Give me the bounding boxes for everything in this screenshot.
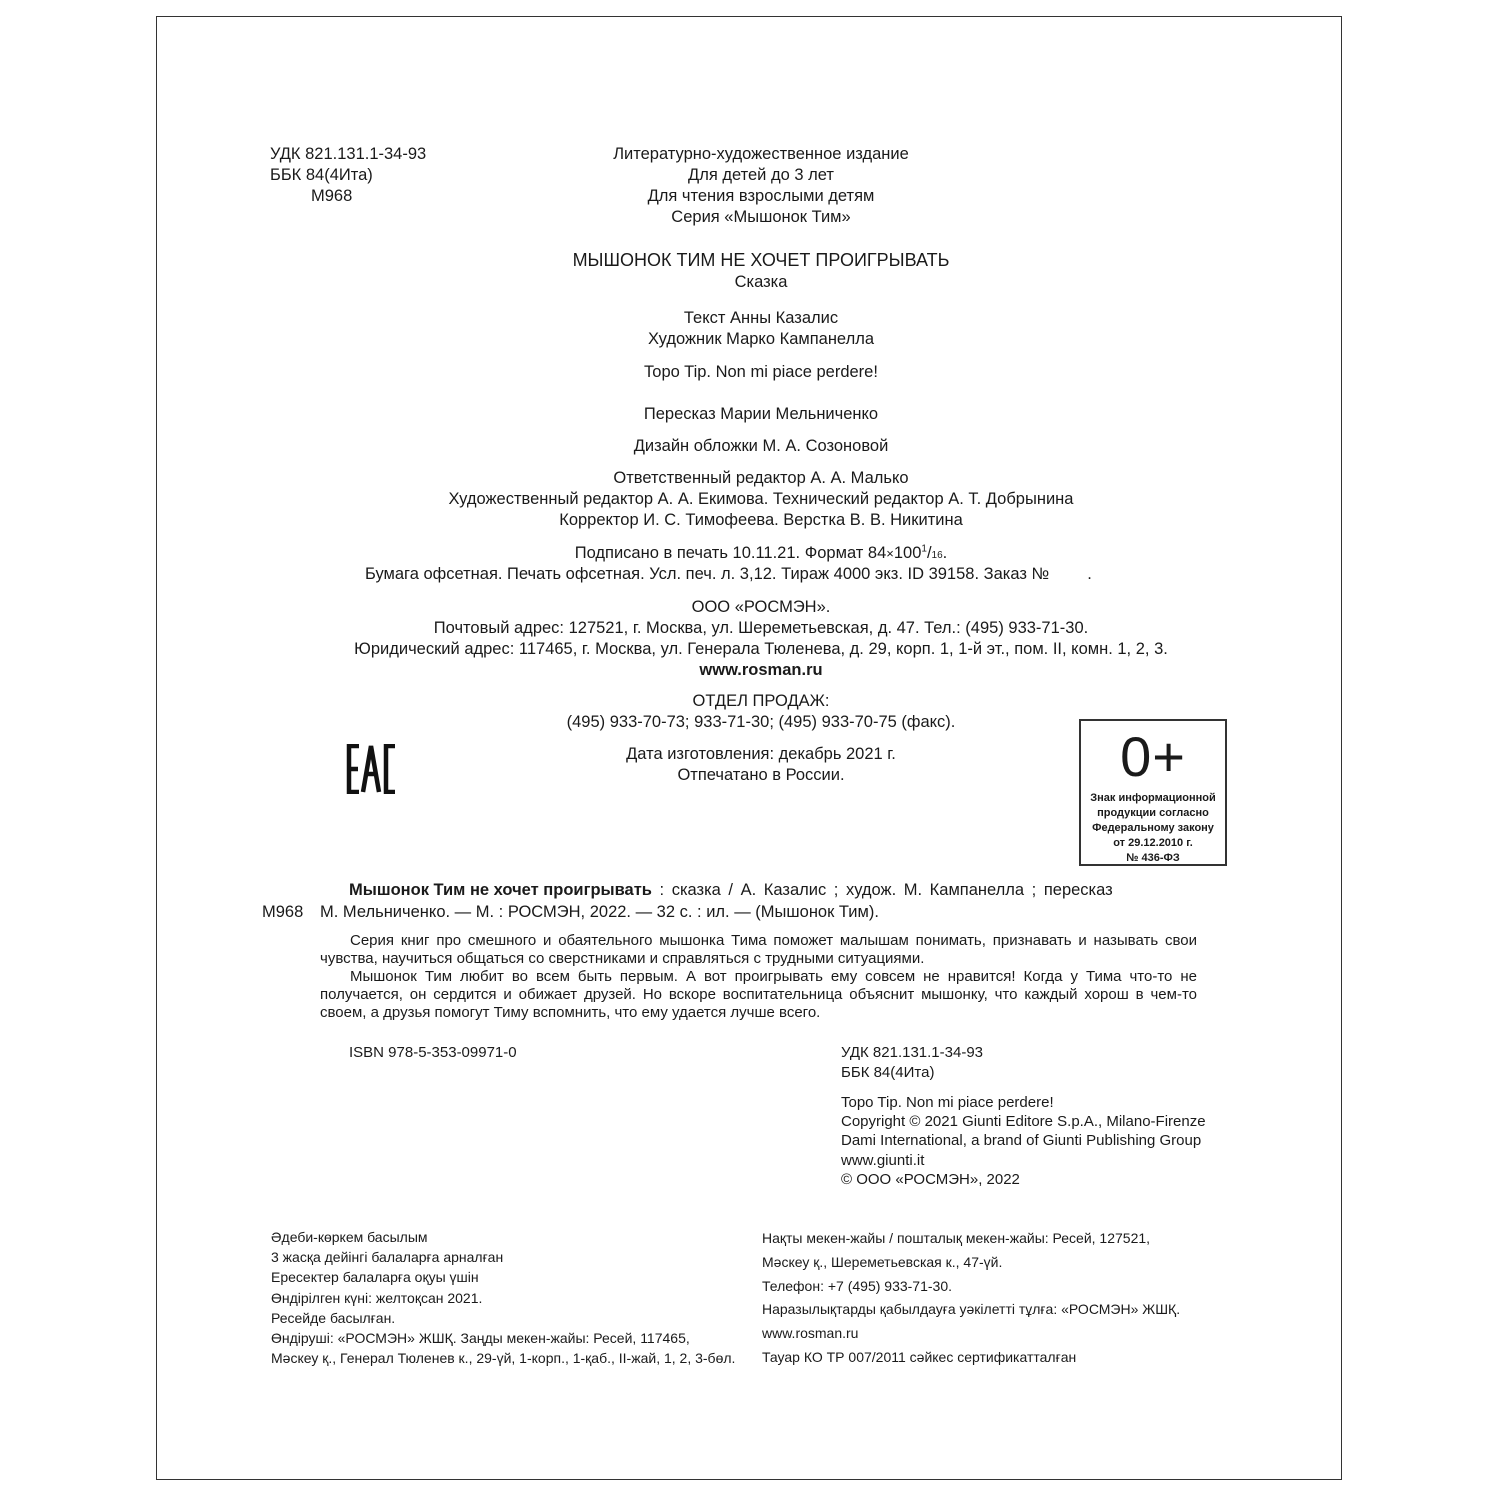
paper-info: Бумага офсетная. Печать офсетная. Усл. печ. л. 3,12. Тираж 4000 экз. ID 39158. Заказ № .	[365, 565, 1092, 583]
edition-type: Литературно-художественное издание	[613, 145, 909, 163]
cover-design-credit: Дизайн обложки М. А. Созоновой	[633, 437, 889, 455]
bib-line-2: М. Мельниченко. — М. : РОСМЭН, 2022. — 32 с. : ил. — (Мышонок Тим).	[320, 903, 879, 921]
reading-note: Для чтения взрослыми детям	[647, 187, 875, 205]
author-mark: М968	[311, 187, 353, 205]
age-rating-value: 0+	[1120, 725, 1186, 788]
isbn: ISBN 978-5-353-09971-0	[349, 1044, 517, 1061]
legal-address: Юридический адрес: 117465, г. Москва, ул. Генерала Тюленева, д. 29, корп. 1, 1-й эт., пом. II, комн. 1, 2, 3.	[354, 640, 1168, 658]
bib-line-1: Мышонок Тим не хочет проигрывать : сказка / А. Казалис ; худож. М. Кампанелла ; пересказ	[349, 881, 1113, 899]
sales-label: ОТДЕЛ ПРОДАЖ:	[692, 692, 830, 710]
printed-country: Отпечатано в России.	[677, 766, 845, 784]
genre: Сказка	[734, 273, 788, 291]
postal-address: Почтовый адрес: 127521, г. Москва, ул. Шереметьевская, д. 47. Тел.: (495) 933-71-30.	[433, 619, 1089, 637]
publisher-name: ООО «РОСМЭН».	[691, 598, 831, 616]
age-rating-note: Знак информационной продукции согласно Федеральному закону от 29.12.2010 г. № 436-ФЗ	[1090, 792, 1216, 864]
annotation-paragraph-1: Серия книг про смешного и обаятельного мышонка Тима поможет малышам понимать, признавать и называть свои чувства, научиться общаться со сверстниками и справляться с трудными ситуациями.	[320, 932, 1197, 968]
kazakh-info-right: Нақты мекен-жайы / пошталық мекен-жайы: Ресей, 127521, Мәскеу қ., Шереметьевская к., 47-үй. Телефон: +7 (495) 933-71-30. Наразылықтарды қабылдауға уәкілетті тұлға: «РОСМЭН» ЖШҚ. www.rosman.ru Тауар КО ТР 007/2011 сәйкес сертификатталған	[762, 1230, 1181, 1365]
original-title: Topo Tip. Non mi piace perdere!	[644, 363, 878, 381]
bbk-code: ББК 84(4Ита)	[270, 166, 373, 184]
manufacture-date: Дата изготовления: декабрь 2021 г.	[626, 745, 896, 763]
eac-mark-icon	[346, 744, 398, 794]
author-credit: Текст Анны Казалис	[683, 309, 839, 327]
bib-code: М968	[262, 903, 304, 921]
editor-in-charge: Ответственный редактор А. А. Малько	[613, 469, 909, 487]
illustrator-credit: Художник Марко Кампанелла	[648, 330, 874, 348]
annotation-paragraph-2: Мышонок Тим любит во всем быть первым. А вот проигрывать ему совсем не нравится! Когда у Тима что-то не получается, он сердится и обижает друзей. Но вскоре воспитательница объяснит мышонку, что каждый хорош в чем-то своем, а друзья помогут Тиму вспомнить, что ему удается лучше всего.	[320, 968, 1197, 1022]
print-signed: Подписано в печать 10.11.21. Формат $84\times 100^1/16$.	[574, 543, 948, 562]
publisher-website: www.rosman.ru	[699, 661, 823, 679]
retelling-credit: Пересказ Марии Мельниченко	[643, 405, 879, 423]
age-rating-box	[1079, 719, 1227, 866]
classification-block: УДК 821.131.1-34-93 ББК 84(4Ита)	[841, 1044, 984, 1081]
kazakh-info-left: Әдеби-көркем басылым 3 жасқа дейінгі балаларға арналған Ересектер балаларға оқуы үшін Өндірілген күні: желтоқсан 2021. Ресейде басылған. Өндіруші: «РОСМЭН» ЖШҚ. Заңды мекен-жайы: Ресей, 117465, Мәскеу қ., Генерал Тюленев к., 29-үй, 1-корп., 1-қаб., II-жай, 1, 2, 3-бөл.	[271, 1229, 736, 1367]
sales-phones: (495) 933-70-73; 933-71-30; (495) 933-70-75 (факс).	[566, 713, 956, 731]
book-title: МЫШОНОК ТИМ НЕ ХОЧЕТ ПРОИГРЫВАТЬ	[572, 250, 950, 270]
age-group: Для детей до 3 лет	[688, 166, 834, 184]
proof-layout: Корректор И. С. Тимофеева. Верстка В. В. Никитина	[559, 511, 963, 529]
copyright-block: Topo Tip. Non mi piace perdere! Copyright © 2021 Giunti Editore S.p.A., Milano-Firenze Dami International, a brand of Giunti Publishing Group www.giunti.it © ООО «РОСМЭН», 2022	[841, 1094, 1206, 1188]
series-name: Серия «Мышонок Тим»	[671, 208, 851, 226]
art-tech-editors: Художественный редактор А. А. Екимова. Технический редактор А. Т. Добрынина	[448, 490, 1074, 508]
udk-code: УДК 821.131.1-34-93	[270, 145, 427, 163]
